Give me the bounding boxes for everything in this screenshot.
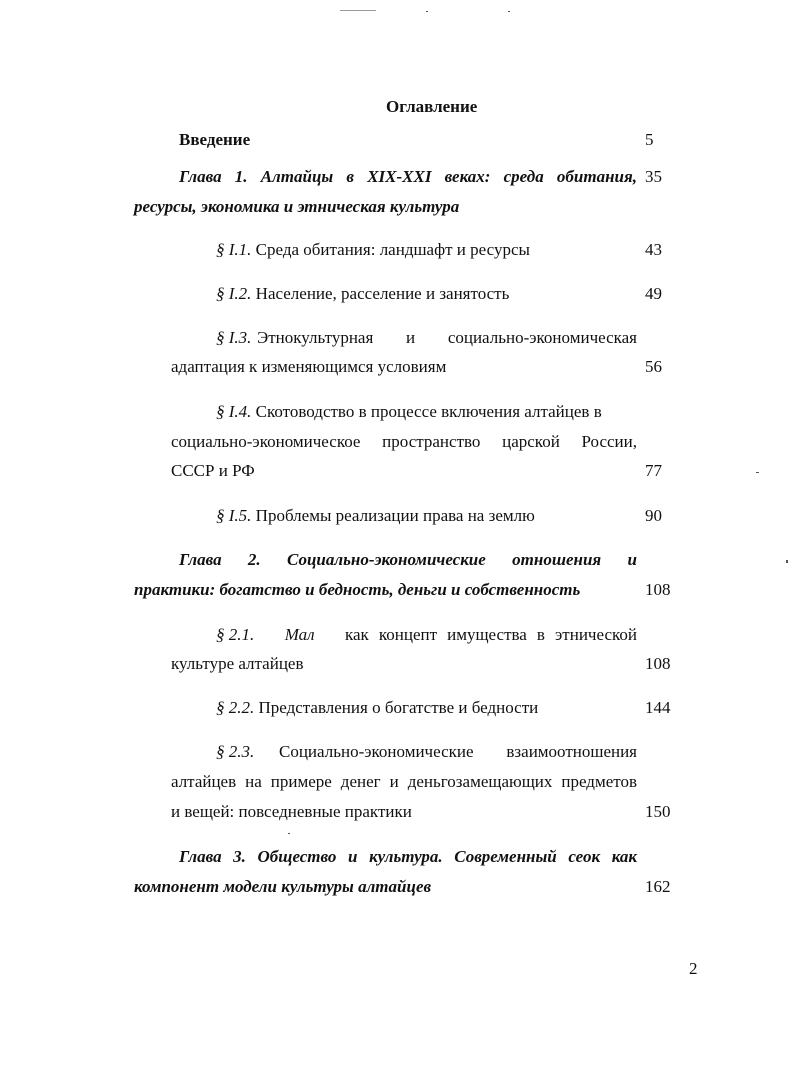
scan-speck	[340, 10, 376, 11]
toc-s11	[216, 240, 530, 260]
toc-ch2-line2: практики: богатство и бедность, деньги и собственность	[134, 580, 581, 599]
toc-ch2-line1: Глава 2. Социально-экономические отношения и	[179, 550, 637, 569]
toc-s14-page: 77	[645, 461, 662, 480]
toc-s14-line2: социально-экономическое пространство царской России,	[171, 432, 637, 451]
toc-s13-line1	[216, 328, 637, 348]
toc-s23-line1	[216, 742, 637, 762]
toc-s11-mark: § I.1.	[216, 240, 252, 259]
toc-s14-line1	[216, 402, 602, 422]
toc-s13-line2: адаптация к изменяющимся условиям	[171, 357, 447, 376]
toc-s12-mark: § I.2.	[216, 284, 252, 303]
toc-ch3-line1-wrap	[179, 847, 637, 867]
toc-s22-text: Представления о богатстве и бедности	[258, 698, 539, 717]
scan-speck	[508, 11, 510, 12]
scan-speck	[756, 472, 759, 473]
toc-s14-mark: § I.4.	[216, 402, 252, 421]
toc-s23-line3: и вещей: повседневные практики	[171, 802, 412, 821]
toc-intro-page: 5	[645, 130, 654, 149]
toc-s21-word: Мал	[284, 625, 315, 644]
toc-s21-line1-text: как концепт имущества в этнической	[345, 625, 637, 644]
toc-s21-page: 108	[645, 654, 671, 673]
toc-s23-line1-text: Социально-экономические взаимоотношения	[279, 742, 637, 761]
toc-ch3-page: 162	[645, 877, 671, 896]
toc-ch1-line2: ресурсы, экономика и этническая культура	[134, 197, 460, 216]
scan-speck	[786, 560, 788, 563]
page-number: 2	[689, 959, 698, 978]
toc-s13-line1-text: Этнокультурная и социально-экономическая	[257, 328, 637, 347]
toc-s21-line1	[216, 625, 637, 645]
scan-speck	[288, 833, 290, 834]
toc-s21-line2: культуре алтайцев	[171, 654, 304, 673]
toc-s12-text: Население, расселение и занятость	[255, 284, 510, 303]
toc-s15-mark: § I.5.	[216, 506, 252, 525]
toc-ch1-page: 35	[645, 167, 662, 186]
toc-s15	[216, 506, 535, 526]
toc-ch1-line1	[179, 167, 637, 187]
toc-s22-mark: § 2.2.	[216, 698, 255, 717]
toc-intro-label: Введение	[179, 130, 251, 149]
toc-ch3-line2: компонент модели культуры алтайцев	[134, 877, 432, 896]
toc-s13-page: 56	[645, 357, 662, 376]
toc-s22-page: 144	[645, 698, 671, 717]
toc-s12-page: 49	[645, 284, 662, 303]
toc-s11-page: 43	[645, 240, 662, 259]
toc-ch2-line1-wrap	[179, 550, 637, 570]
toc-s12	[216, 284, 509, 304]
toc-ch3-line1: Глава 3. Общество и культура. Современный сеок как	[179, 847, 637, 866]
toc-s14-line1-text: Скотоводство в процессе включения алтайцев в	[255, 402, 602, 421]
toc-ch2-page: 108	[645, 580, 671, 599]
toc-s21-mark: § 2.1.	[216, 625, 255, 644]
toc-s14-line3: СССР и РФ	[171, 461, 255, 480]
toc-s13-mark: § I.3.	[216, 328, 252, 347]
toc-s23-mark: § 2.3.	[216, 742, 255, 761]
toc-s23-line2-wrap	[171, 772, 637, 792]
toc-s15-text: Проблемы реализации права на землю	[255, 506, 535, 525]
toc-s15-page: 90	[645, 506, 662, 525]
toc-s11-text: Среда обитания: ландшафт и ресурсы	[255, 240, 530, 259]
toc-ch1-line1-text: Глава 1. Алтайцы в XIX-XXI веках: среда обитания,	[179, 167, 637, 186]
toc-s22	[216, 698, 538, 718]
toc-s23-page: 150	[645, 802, 671, 821]
scan-speck	[426, 11, 428, 12]
toc-title: Оглавление	[386, 97, 478, 116]
toc-s14-line2-wrap	[171, 432, 637, 452]
toc-s23-line2: алтайцев на примере денег и деньгозамещающих предметов	[171, 772, 637, 791]
